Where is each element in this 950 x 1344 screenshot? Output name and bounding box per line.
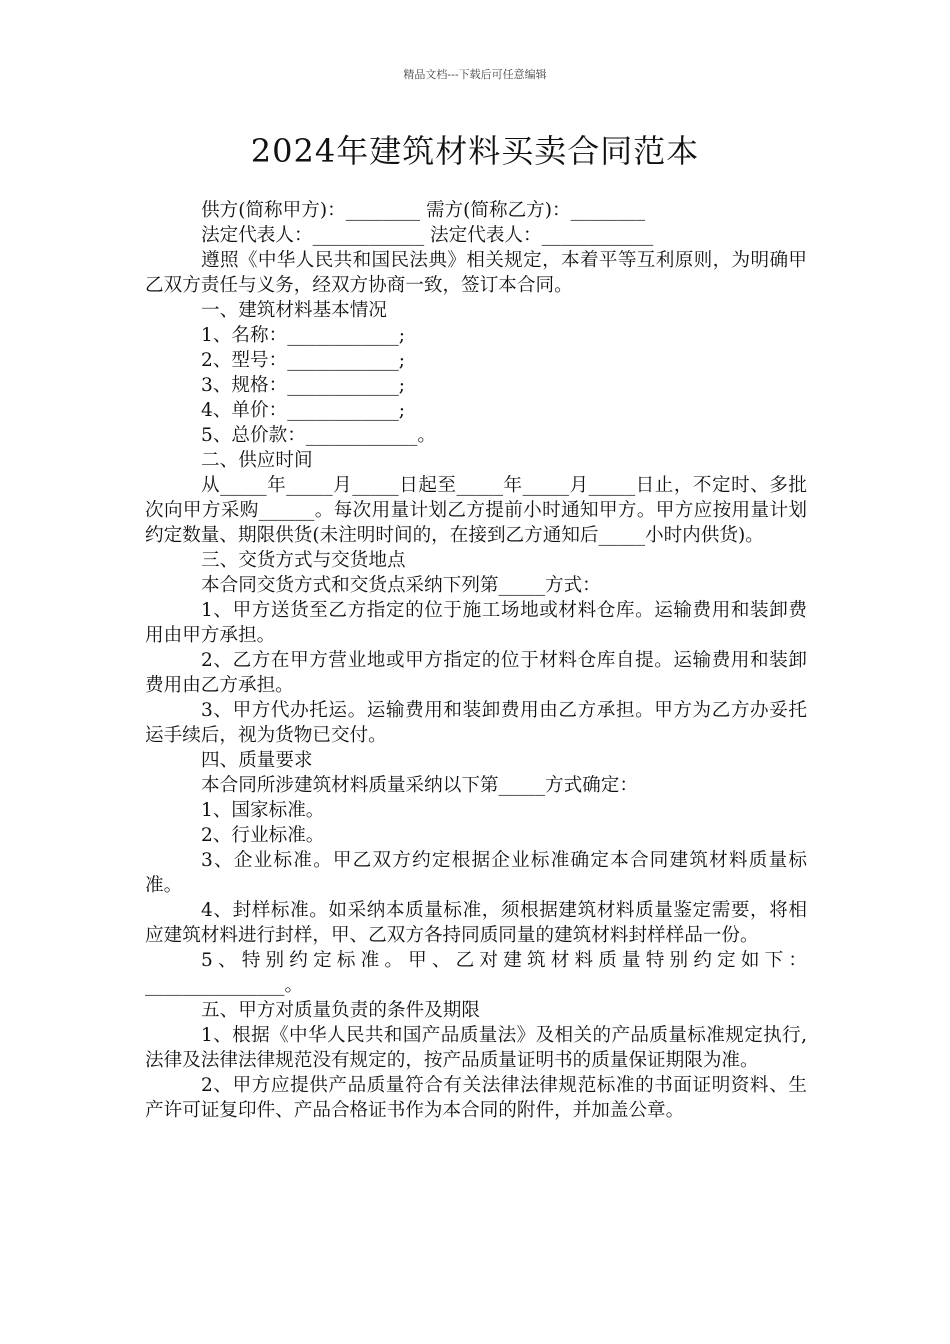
document-title: 2024年建筑材料买卖合同范本: [250, 132, 700, 170]
contract-line: 法定代表人：____________ 法定代表人：____________: [201, 225, 654, 246]
contract-line: 从_____年_____月_____日起至_____年_____月_____日止，不定时、多批次向甲方采购______。每次用量计划乙方提前小时通知甲方。甲方应按用量计划约定数量、期限供货(未注明时间的，在接到乙方通知后_____小时内供货)。: [145, 475, 807, 546]
document-header-note: 精品文档---下载后可任意编辑: [403, 68, 547, 81]
contract-line: 1、国家标准。: [201, 800, 325, 821]
contract-line: 2、行业标准。: [201, 825, 325, 846]
contract-body: [145, 198, 807, 1123]
contract-line: 3、规格：____________;: [201, 375, 406, 396]
contract-line: 3、企业标准。甲乙双方约定根据企业标准确定本合同建筑材料质量标准。: [145, 850, 807, 896]
contract-line: 2、型号：____________;: [201, 350, 406, 371]
contract-line: 五、甲方对质量负责的条件及期限: [201, 1000, 480, 1021]
contract-line: 遵照《中华人民共和国民法典》相关规定，本着平等互利原则，为明确甲乙双方责任与义务，经双方协商一致，签订本合同。: [145, 250, 807, 296]
contract-line: 2、乙方在甲方营业地或甲方指定的位于材料仓库自提。运输费用和装卸费用由乙方承担。: [145, 650, 807, 696]
contract-line: 5、总价款：____________。: [201, 425, 436, 446]
contract-line: 4、封样标准。如采纳本质量标准，须根据建筑材料质量鉴定需要，将相应建筑材料进行封样，甲、乙双方各持同质同量的建筑材料封样样品一份。: [145, 900, 807, 946]
contract-line: 四、质量要求: [201, 750, 313, 771]
contract-line: 5、特别约定标准。甲、乙对建筑材料质量特别约定如下：_______________。: [145, 950, 807, 996]
contract-line: 1、甲方送货至乙方指定的位于施工场地或材料仓库。运输费用和装卸费用由甲方承担。: [145, 600, 807, 646]
contract-line: 供方(简称甲方)：________ 需方(简称乙方)：________: [201, 200, 645, 221]
contract-line: 2、甲方应提供产品质量符合有关法律法律规范标准的书面证明资料、生产许可证复印件、产品合格证书作为本合同的附件，并加盖公章。: [145, 1075, 807, 1121]
contract-line: 三、交货方式与交货地点: [201, 550, 406, 571]
contract-line: 1、名称：____________;: [201, 325, 406, 346]
contract-line: 1、根据《中华人民共和国产品质量法》及相关的产品质量标准规定执行,法律及法律法律规范没有规定的，按产品质量证明书的质量保证期限为准。: [145, 1025, 807, 1071]
contract-line: 一、建筑材料基本情况: [201, 300, 387, 321]
contract-line: 3、甲方代办托运。运输费用和装卸费用由乙方承担。甲方为乙方办妥托运手续后，视为货物已交付。: [145, 700, 807, 746]
contract-line: 4、单价：____________;: [201, 400, 406, 421]
contract-line: 本合同交货方式和交货点采纳下列第_____方式：: [201, 575, 601, 596]
contract-line: 二、供应时间: [201, 450, 313, 471]
contract-line: 本合同所涉建筑材料质量采纳以下第_____方式确定：: [201, 775, 638, 796]
